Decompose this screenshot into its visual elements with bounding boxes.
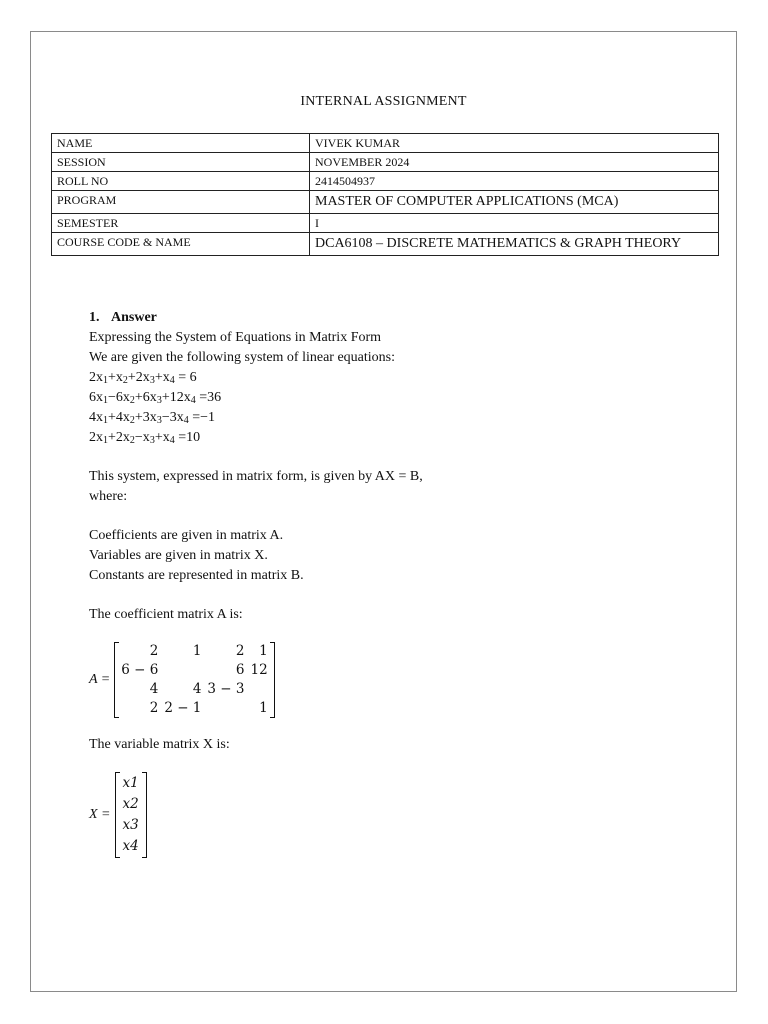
info-key: SESSION (52, 153, 310, 172)
matrix-row (121, 816, 141, 835)
matrix-cell: 2 (149, 643, 159, 659)
matrix-a-label: A = (89, 672, 111, 687)
info-key: COURSE CODE & NAME (52, 233, 310, 256)
matrix-row (118, 661, 270, 680)
info-key: SEMESTER (52, 214, 310, 233)
equation: $2x_1+2x_2-x_3+x_4 =10$ (89, 430, 201, 446)
matrix-row (118, 642, 270, 661)
matrix-a-table (118, 642, 270, 718)
table-row (52, 191, 719, 214)
table-row (52, 153, 719, 172)
info-value: NOVEMBER 2024 (310, 153, 719, 172)
matrix-cell: 2 − 1 (164, 700, 202, 716)
table-row (52, 214, 719, 233)
matrix-cell: 2 (235, 643, 245, 659)
info-value: VIVEK KUMAR (310, 134, 719, 153)
matrix-cell: x2 (122, 796, 139, 812)
matrix-cell (247, 680, 270, 699)
intro-line: We are given the following system of linear equations: (89, 350, 396, 365)
matrix-x-table (119, 772, 143, 858)
answer-number: 1. (89, 310, 100, 325)
matrix-cell: 12 (250, 662, 268, 678)
info-key: NAME (52, 134, 310, 153)
matrix-cell (204, 699, 247, 718)
definition-line: Variables are given in matrix X. (89, 548, 268, 563)
equation: $4x_1+4x_2+3x_3-3x_4 =-1$ (89, 410, 216, 426)
matrix-cell: 3 − 3 (207, 681, 245, 697)
matrix-row (118, 680, 270, 699)
matrix-cell: 2 (149, 700, 159, 716)
matrix-x (89, 772, 689, 858)
answer-heading (89, 308, 689, 328)
answer-section (89, 308, 689, 858)
info-value: 2414504937 (310, 172, 719, 191)
intro-line: Expressing the System of Equations in Matrix Form (89, 330, 382, 345)
definition-line: Constants are represented in matrix B. (89, 568, 304, 583)
info-value: DCA6108 – DISCRETE MATHEMATICS & GRAPH THEORY (310, 233, 719, 256)
matrix-form-line: where: (89, 489, 128, 504)
matrix-row (118, 699, 270, 718)
matrix-cell: 1 (192, 643, 202, 659)
matrix-a-brackets (114, 642, 274, 718)
student-info-table (51, 133, 719, 256)
matrix-cell: x3 (122, 817, 139, 833)
matrix-cell: 1 (259, 643, 268, 659)
matrix-row (121, 795, 141, 814)
matrix-cell: 4 (192, 681, 202, 697)
info-value: I (310, 214, 719, 233)
matrix-a (89, 642, 689, 718)
table-row (52, 172, 719, 191)
matrix-row (121, 774, 141, 793)
answer-heading-text: Answer (111, 310, 157, 325)
page-title: INTERNAL ASSIGNMENT (300, 94, 467, 109)
equation: $6x_1-6x_2+6x_3+12x_4 =36$ (89, 390, 222, 406)
matrix-cell (161, 661, 204, 680)
matrix-cell: x1 (122, 775, 139, 791)
matrix-form-line: This system, expressed in matrix form, is given by AX = B, (89, 469, 423, 484)
coefficient-caption: The coefficient matrix A is: (89, 607, 243, 622)
table-row (52, 134, 719, 153)
matrix-cell: 1 (259, 700, 268, 716)
info-value: MASTER OF COMPUTER APPLICATIONS (MCA) (310, 191, 719, 214)
document-page (30, 31, 737, 992)
info-key: ROLL NO (52, 172, 310, 191)
equation: $2x_1+x_2+2x_3+x_4 = 6$ (89, 370, 197, 386)
matrix-cell: x4 (122, 838, 139, 854)
definition-line: Coefficients are given in matrix A. (89, 528, 284, 543)
variable-caption: The variable matrix X is: (89, 737, 230, 752)
matrix-row (121, 837, 141, 856)
matrix-cell: 6 − 6 (121, 662, 159, 678)
matrix-x-brackets (115, 772, 147, 858)
matrix-cell: 4 (149, 681, 159, 697)
matrix-x-label: X = (89, 807, 111, 822)
info-key: PROGRAM (52, 191, 310, 214)
table-row (52, 233, 719, 256)
matrix-cell: 6 (235, 662, 245, 678)
